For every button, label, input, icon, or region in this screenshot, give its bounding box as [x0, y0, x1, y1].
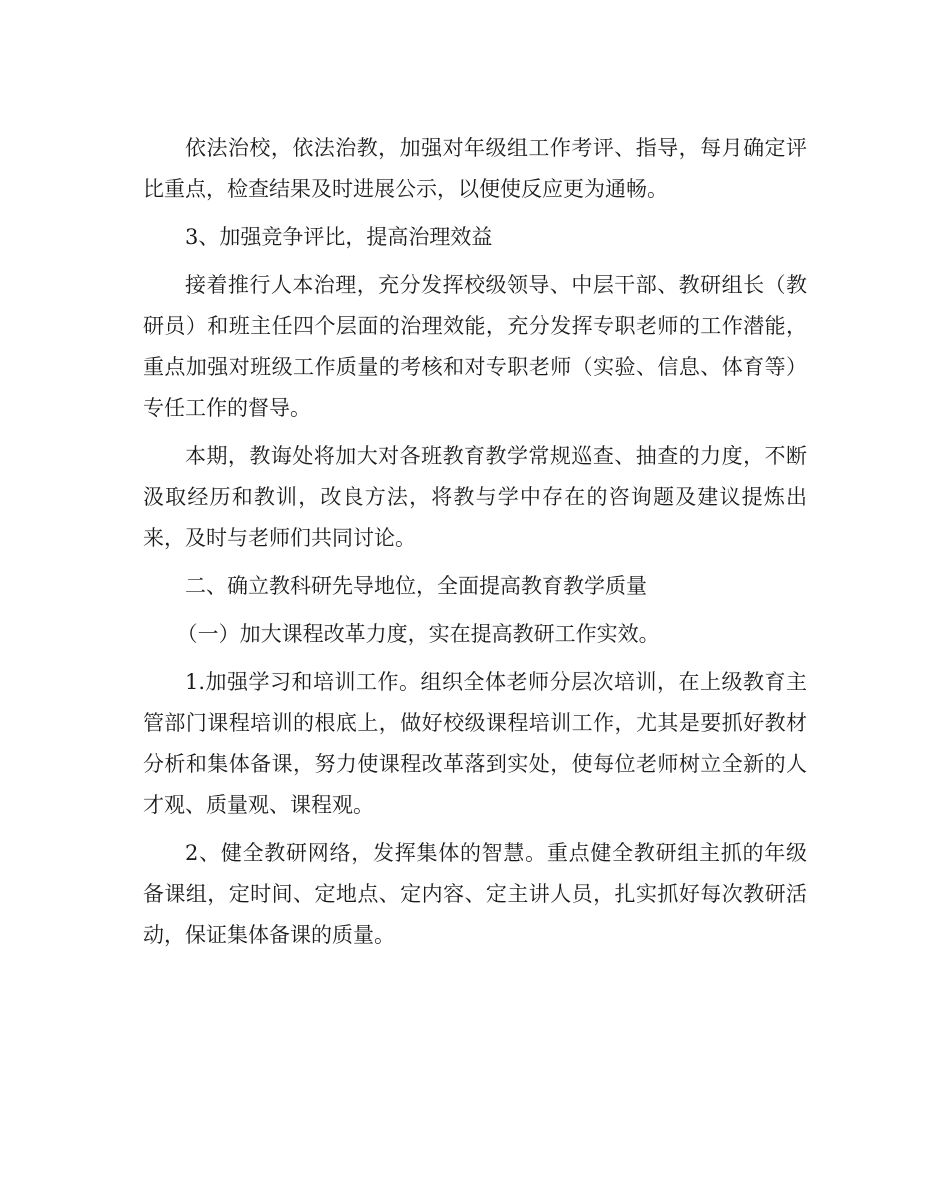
- paragraph-3: 本期，教诲处将加大对各班教育教学常规巡查、抽查的力度，不断汲取经历和教训，改良方法，将教与学中存在的咨询题及建议提炼出来，及时与老师们共同讨论。: [143, 444, 807, 550]
- paragraph-1: 依法治校，依法治教，加强对年级组工作考评、指导，每月确定评比重点，检查结果及时进展公示，以便使反应更为通畅。: [143, 136, 807, 201]
- paragraph-item-1: 1.加强学习和培训工作。组织全体老师分层次培训，在上级教育主管部门课程培训的根底上，做好校级课程培训工作，尤其是要抓好教材分析和集体备课，努力使课程改革落到实处，使每位老师树立全新的人才观、质量观、课程观。: [143, 670, 807, 817]
- paragraph-2: 接着推行人本治理，充分发挥校级领导、中层干部、教研组长（教研员）和班主任四个层面的治理效能，充分发挥专职老师的工作潜能，重点加强对班级工作质量的考核和对专职老师（实验、信息、体育等）专任工作的督导。: [143, 273, 807, 420]
- chapter-heading-2: 二、确立教科研先导地位，全面提高教育教学质量: [185, 574, 647, 598]
- paragraph-item-2: 2、健全教研网络，发挥集体的智慧。重点健全教研组主抓的年级备课组，定时间、定地点、定内容、定主讲人员，扎实抓好每次教研活动，保证集体备课的质量。: [143, 841, 807, 947]
- document-body: [143, 128, 807, 963]
- section-heading-3: 3、加强竞争评比，提高治理效益: [185, 225, 493, 249]
- subsection-heading-1: （一）加大课程改革力度，实在提高教研工作实效。: [176, 622, 660, 646]
